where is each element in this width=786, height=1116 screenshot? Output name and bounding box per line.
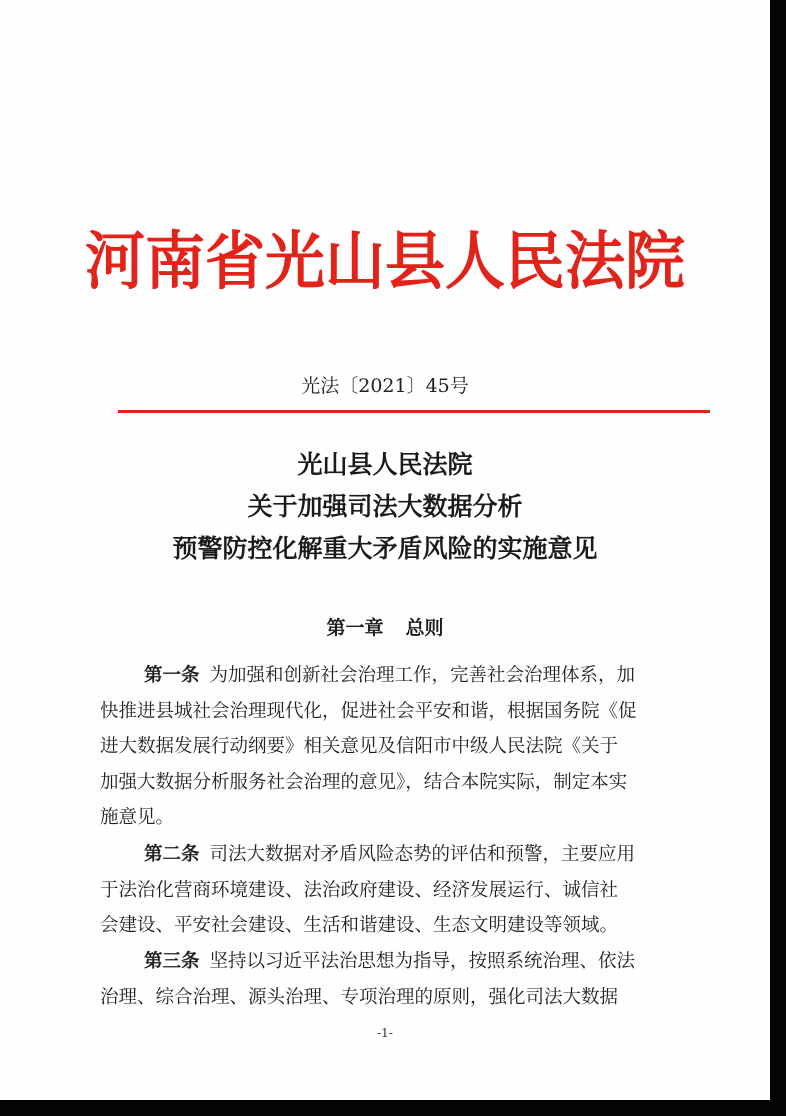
chapter-heading: [0, 613, 770, 643]
article-2: [100, 837, 712, 944]
chapter-number: 第一章: [326, 617, 384, 639]
document-title-line-1: 光山县人民法院: [297, 450, 473, 479]
article-line: 治理、综合治理、源头治理、专项治理的原则，强化司法大数据: [100, 986, 619, 1008]
article-line: 进大数据发展行动纲要》相关意见及信阳市中级人民法院《关于: [100, 736, 619, 758]
article-3: [100, 944, 712, 1015]
article-line: 第三条 坚持以习近平法治思想为指导，按照系统治理、依法: [144, 951, 636, 972]
article-line: 施意见。: [100, 807, 175, 829]
scan-border-right: [770, 0, 786, 1116]
article-line: 加强大数据分析服务社会治理的意见》，结合本院实际，制定本实: [100, 771, 628, 793]
document-title-line-3: 预警防控化解重大矛盾风险的实施意见: [172, 534, 598, 563]
page-number: -1-: [377, 1026, 393, 1040]
article-1: [100, 658, 712, 836]
article-line: 于法治化营商环境建设、法治政府建设、经济发展运行、诚信社: [100, 879, 619, 901]
court-letterhead-title: 河南省光山县人民法院: [85, 225, 685, 299]
article-label: 第一条: [144, 665, 200, 686]
chapter-name: 总则: [405, 617, 444, 639]
article-label: 第三条: [144, 951, 200, 972]
article-line: 会建设、平安社会建设、生活和谐建设、生态文明建设等领域。: [100, 915, 619, 937]
article-line: 快推进县城社会治理现代化，促进社会平安和谐，根据国务院《促: [100, 700, 637, 722]
scan-border-bottom: [0, 1100, 786, 1116]
article-label: 第二条: [144, 844, 200, 865]
article-line: 第一条 为加强和创新社会治理工作，完善社会治理体系，加: [144, 665, 636, 686]
letterhead-red-rule: [118, 410, 710, 413]
document-number: 光法〔2021〕45号: [301, 375, 469, 397]
article-line: 第二条 司法大数据对矛盾风险态势的评估和预警，主要应用: [144, 844, 636, 865]
document-title-line-2: 关于加强司法大数据分析: [247, 492, 523, 521]
